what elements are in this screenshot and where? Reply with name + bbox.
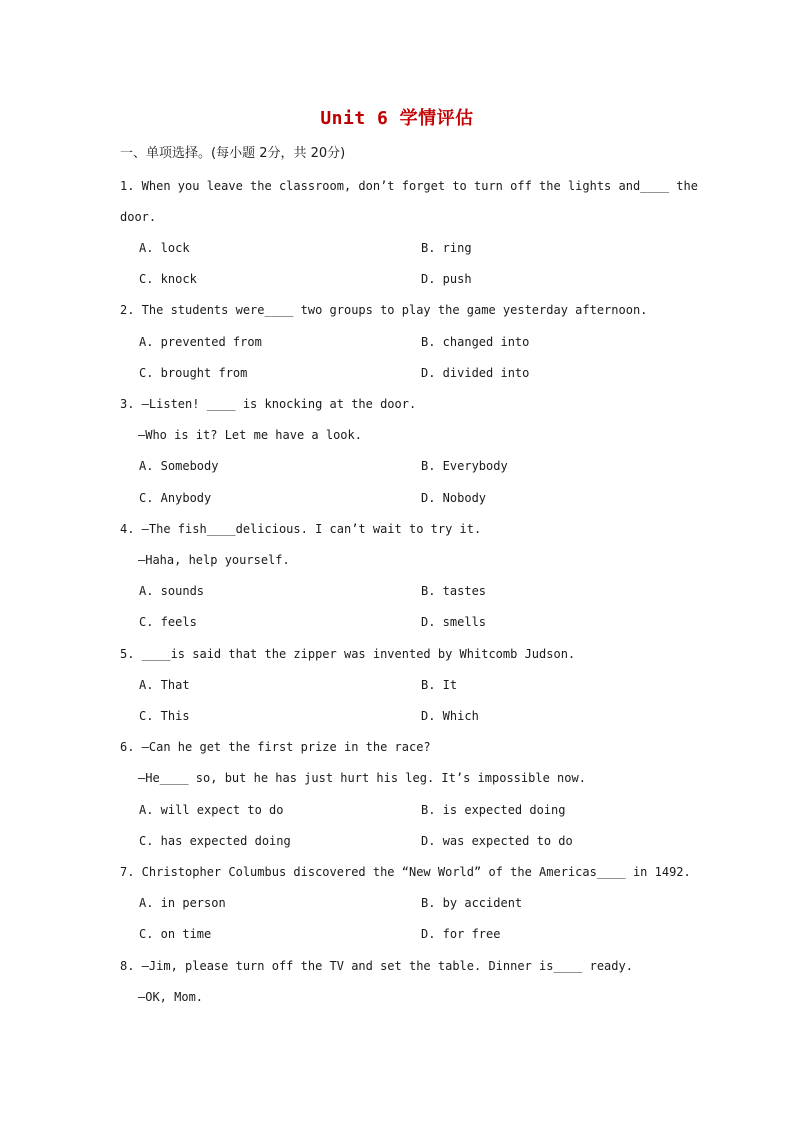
- question-8-reply: —OK, Mom.: [138, 990, 204, 1004]
- question-3-stem: 3. —Listen! ____ is knocking at the door.: [120, 397, 417, 411]
- question-1-stem: 1. When you leave the classroom, don’t forget to turn off the lights and____ the: [120, 179, 698, 193]
- section-heading: 一、单项选择。(每小题 2分，共 20分): [120, 146, 346, 161]
- question-3-option-d: D. Nobody: [421, 491, 487, 505]
- question-6-option-c: C. has expected doing: [139, 834, 291, 848]
- question-1-option-c: C. knock: [139, 272, 197, 286]
- question-5-option-b: B. It: [421, 678, 458, 692]
- question-6-stem: 6. —Can he get the first prize in the race?: [120, 740, 431, 754]
- question-7-option-b: B. by accident: [421, 896, 523, 910]
- question-5-stem: 5. ____is said that the zipper was invented by Whitcomb Judson.: [120, 647, 576, 661]
- page-title: Unit 6 学情评估: [320, 108, 474, 129]
- question-4-option-a: A. sounds: [139, 584, 205, 598]
- question-6-reply: —He____ so, but he has just hurt his leg. It’s impossible now.: [138, 771, 586, 785]
- question-7-option-d: D. for free: [421, 927, 501, 941]
- question-2-option-b: B. changed into: [421, 335, 530, 349]
- question-5-option-d: D. Which: [421, 709, 479, 723]
- question-7-option-c: C. on time: [139, 927, 212, 941]
- question-2-option-d: D. divided into: [421, 366, 530, 380]
- question-2-stem: 2. The students were____ two groups to play the game yesterday afternoon.: [120, 303, 648, 317]
- question-3-option-c: C. Anybody: [139, 491, 212, 505]
- question-5-option-c: C. This: [139, 709, 190, 723]
- question-3-option-b: B. Everybody: [421, 459, 508, 473]
- question-1-option-d: D. push: [421, 272, 472, 286]
- question-4-stem: 4. —The fish____delicious. I can’t wait to try it.: [120, 522, 482, 536]
- question-4-option-d: D. smells: [421, 615, 487, 629]
- question-4-reply: —Haha, help yourself.: [138, 553, 290, 567]
- question-5-option-a: A. That: [139, 678, 190, 692]
- question-2-option-c: C. brought from: [139, 366, 248, 380]
- question-4-option-b: B. tastes: [421, 584, 487, 598]
- question-1-option-b: B. ring: [421, 241, 472, 255]
- question-6-option-a: A. will expect to do: [139, 803, 284, 817]
- question-3-option-a: A. Somebody: [139, 459, 219, 473]
- question-4-option-c: C. feels: [139, 615, 197, 629]
- question-8-stem: 8. —Jim, please turn off the TV and set the table. Dinner is____ ready.: [120, 959, 633, 973]
- question-1-stem-continued: door.: [120, 210, 157, 224]
- question-1-option-a: A. lock: [139, 241, 190, 255]
- question-2-option-a: A. prevented from: [139, 335, 262, 349]
- question-3-reply: —Who is it? Let me have a look.: [138, 428, 362, 442]
- question-6-option-b: B. is expected doing: [421, 803, 566, 817]
- question-7-stem: 7. Christopher Columbus discovered the “New World” of the Americas____ in 1492.: [120, 865, 691, 879]
- question-7-option-a: A. in person: [139, 896, 226, 910]
- question-6-option-d: D. was expected to do: [421, 834, 573, 848]
